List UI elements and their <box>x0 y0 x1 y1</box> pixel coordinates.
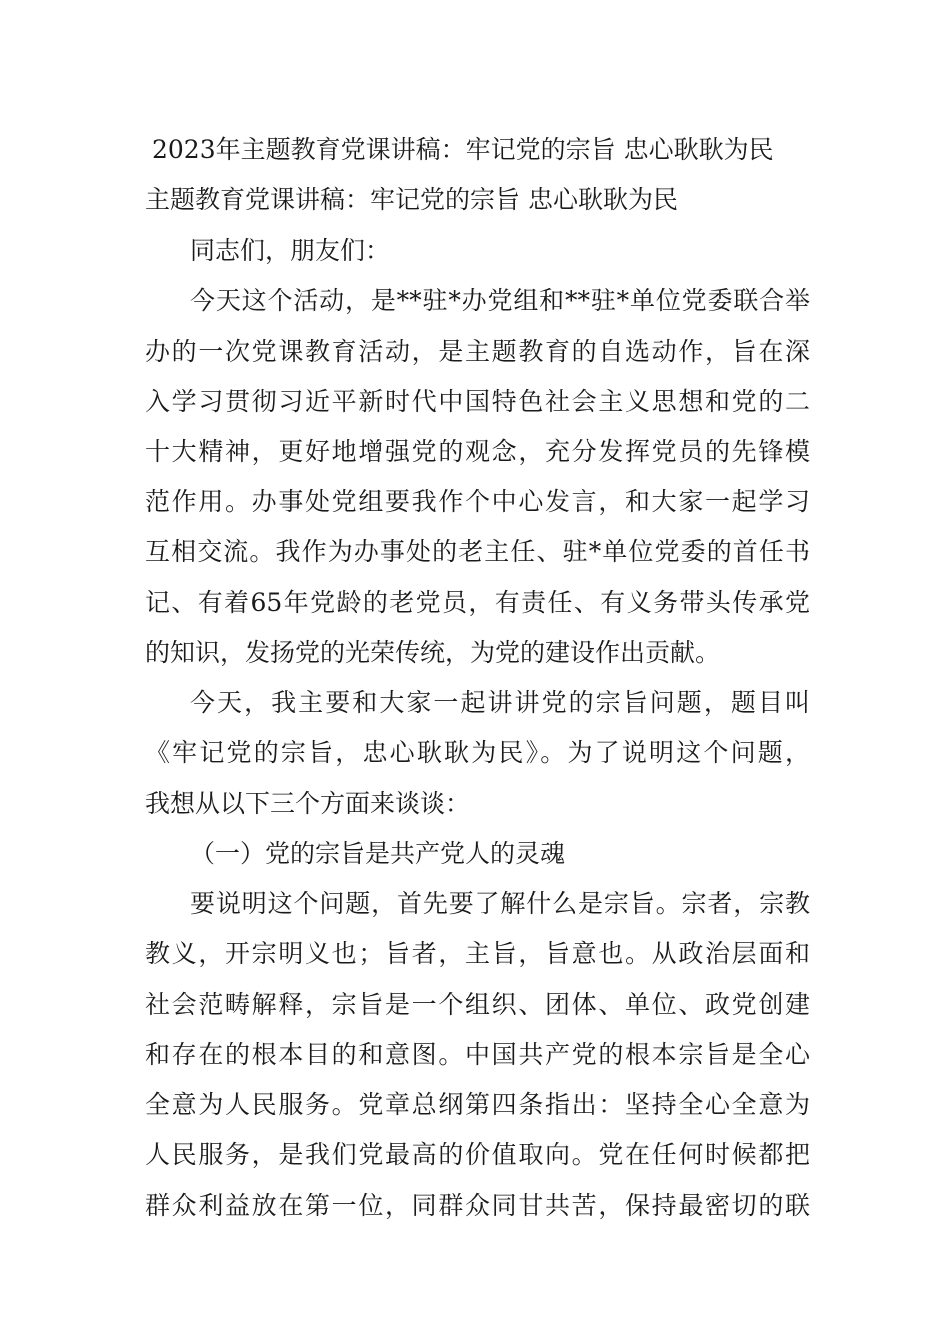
document-subtitle: 主题教育党课讲稿：牢记党的宗旨 忠心耿耿为民 <box>145 185 678 214</box>
paragraph-line: 人民服务，是我们党最高的价值取向。党在任何时候都把 <box>145 1140 810 1169</box>
paragraph-line: 要说明这个问题，首先要了解什么是宗旨。宗者，宗教 <box>190 889 810 918</box>
paragraph-line: 我想从以下三个方面来谈谈： <box>145 789 471 818</box>
paragraph-line: 今天，我主要和大家一起讲讲党的宗旨问题，题目叫 <box>190 688 810 717</box>
paragraph-line: 今天这个活动，是**驻*办党组和**驻*单位党委联合举 <box>190 286 810 315</box>
section-heading: （一）党的宗旨是共产党人的灵魂 <box>190 839 566 868</box>
document-title: 2023年主题教育党课讲稿：牢记党的宗旨 忠心耿耿为民 <box>152 135 774 164</box>
paragraph-line: 办的一次党课教育活动，是主题教育的自选动作，旨在深 <box>145 337 810 366</box>
paragraph-line: 范作用。办事处党组要我作个中心发言，和大家一起学习 <box>145 487 810 516</box>
paragraph-line: 社会范畴解释，宗旨是一个组织、团体、单位、政党创建 <box>145 990 810 1019</box>
paragraph-line: 《牢记党的宗旨，忠心耿耿为民》。为了说明这个问题， <box>145 738 810 767</box>
paragraph-line: 全意为人民服务。党章总纲第四条指出：坚持全心全意为 <box>145 1090 810 1119</box>
paragraph-line: 和存在的根本目的和意图。中国共产党的根本宗旨是全心 <box>145 1040 810 1069</box>
paragraph-line: 十大精神，更好地增强党的观念，充分发挥党员的先锋模 <box>145 437 810 466</box>
paragraph-line: 的知识，发扬党的光荣传统，为党的建设作出贡献。 <box>145 638 721 667</box>
paragraph-line: 群众利益放在第一位，同群众同甘共苦，保持最密切的联 <box>145 1191 810 1220</box>
greeting: 同志们，朋友们： <box>190 236 391 265</box>
paragraph-line: 记、有着65年党龄的老党员，有责任、有义务带头传承党 <box>145 588 810 617</box>
paragraph-line: 教义，开宗明义也；旨者，主旨，旨意也。从政治层面和 <box>145 939 810 968</box>
paragraph-line: 互相交流。我作为办事处的老主任、驻*单位党委的首任书 <box>145 537 810 566</box>
paragraph-line: 入学习贯彻习近平新时代中国特色社会主义思想和党的二 <box>145 387 810 416</box>
